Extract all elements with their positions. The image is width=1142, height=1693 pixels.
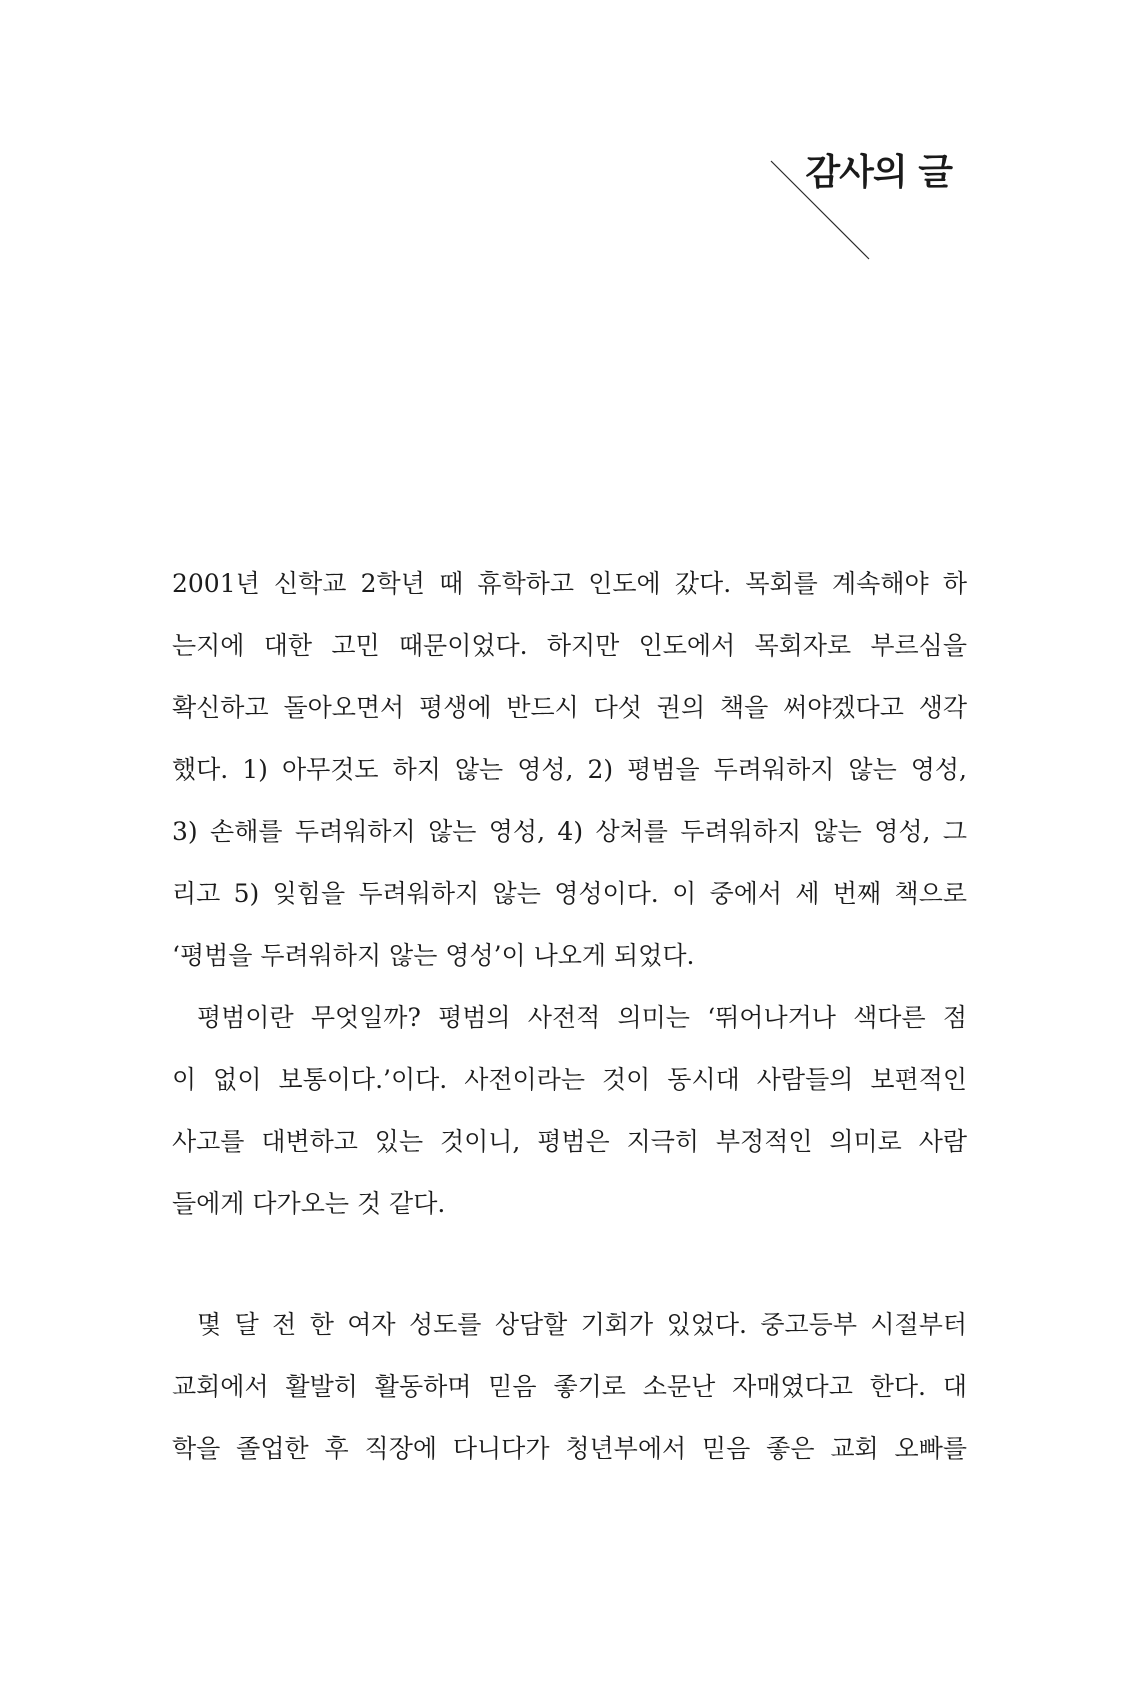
diagonal-line — [771, 161, 869, 259]
text-line: 했다. 1) 아무것도 하지 않는 영성, 2) 평범을 두려워하지 않는 영성, — [172, 755, 967, 784]
text-line: 이 없이 보통이다.’이다. 사전이라는 것이 동시대 사람들의 보편적인 — [172, 1065, 967, 1094]
text-line: 평범이란 무엇일까? 평범의 사전적 의미는 ‘뛰어나거나 색다른 점 — [197, 1003, 967, 1032]
text-line: 학을 졸업한 후 직장에 다니다가 청년부에서 믿음 좋은 교회 오빠를 — [172, 1434, 967, 1463]
text-line: 사고를 대변하고 있는 것이니, 평범은 지극히 부정적인 의미로 사람 — [172, 1127, 967, 1156]
text-line: ‘평범을 두려워하지 않는 영성’이 나오게 되었다. — [172, 941, 695, 970]
text-line: 는지에 대한 고민 때문이었다. 하지만 인도에서 목회자로 부르심을 — [172, 631, 967, 660]
body-text — [172, 553, 967, 1480]
chapter-title: 감사의 글 — [805, 152, 952, 193]
text-line: 교회에서 활발히 활동하며 믿음 좋기로 소문난 자매였다고 한다. 대 — [172, 1372, 967, 1401]
paragraph-2 — [172, 987, 967, 1235]
text-line: 확신하고 돌아오면서 평생에 반드시 다섯 권의 책을 써야겠다고 생각 — [172, 693, 967, 722]
decorative-diagonal-rule — [770, 160, 870, 260]
paragraph-1 — [172, 553, 967, 987]
text-line: 몇 달 전 한 여자 성도를 상담할 기회가 있었다. 중고등부 시절부터 — [197, 1310, 967, 1339]
text-line: 3) 손해를 두려워하지 않는 영성, 4) 상처를 두려워하지 않는 영성, 그 — [172, 817, 967, 846]
paragraph-3 — [172, 1294, 967, 1480]
text-line: 들에게 다가오는 것 같다. — [172, 1189, 446, 1218]
paragraph-spacer — [172, 1235, 967, 1294]
text-line: 2001년 신학교 2학년 때 휴학하고 인도에 갔다. 목회를 계속해야 하 — [172, 569, 967, 598]
text-line: 리고 5) 잊힘을 두려워하지 않는 영성이다. 이 중에서 세 번째 책으로 — [172, 879, 967, 908]
